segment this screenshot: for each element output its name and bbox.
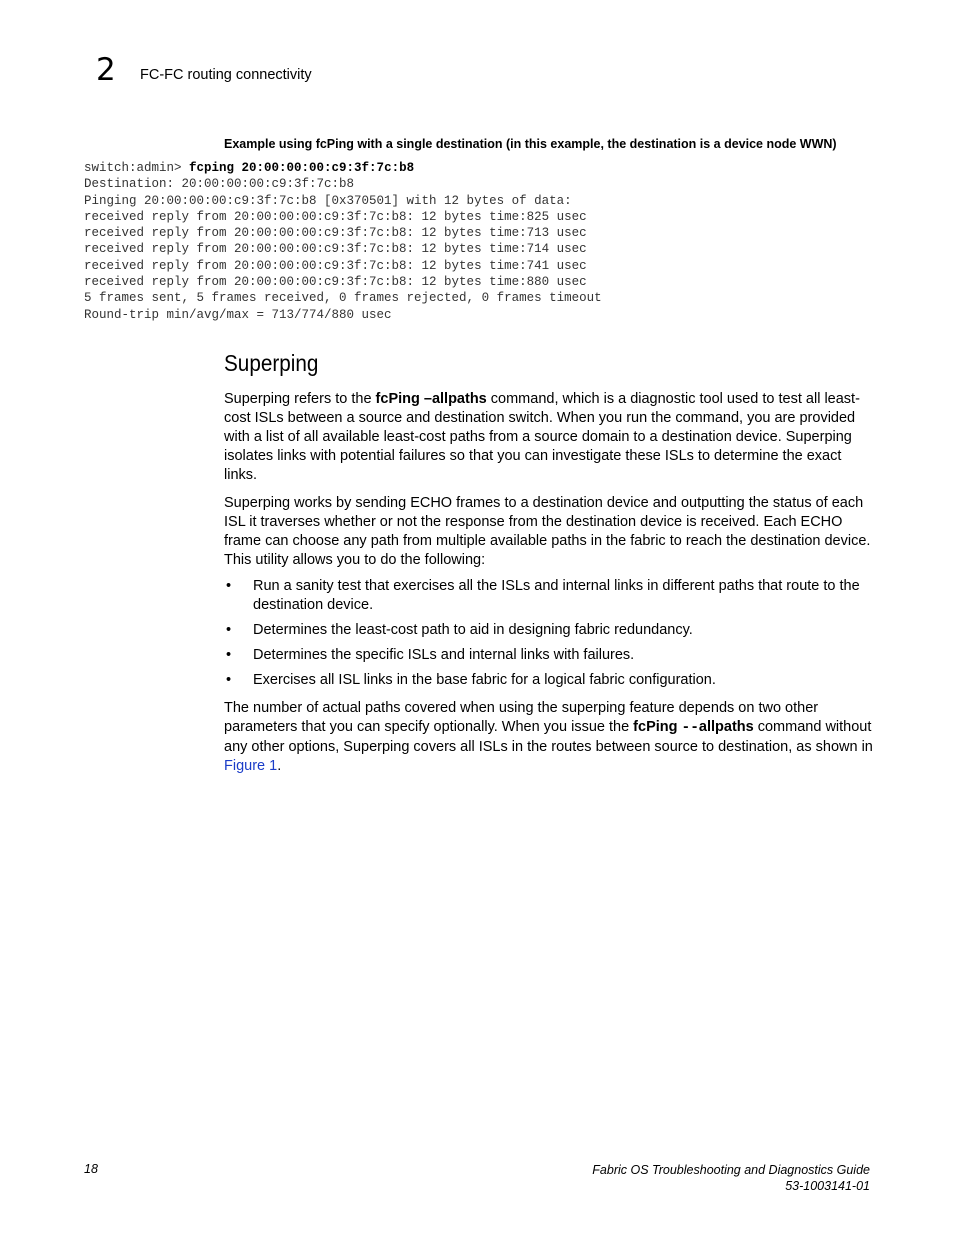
doc-title: Fabric OS Troubleshooting and Diagnostics Guide: [592, 1163, 870, 1177]
section-title: Superping: [224, 350, 319, 376]
command-part: --: [681, 720, 699, 736]
code-block: [84, 160, 602, 323]
paragraph: Superping works by sending ECHO frames to a destination device and outputting the status of each ISL it traverses whether or not the response from the destination device is received. Each ECHO frame can choose any path from multiple available paths in the fabric to reach the destination device. This utility allows you to do the following:: [224, 495, 871, 568]
list-item-text: Run a sanity test that exercises all the ISLs and internal links in different paths that route to the destination device.: [253, 578, 860, 613]
code-line: Round-trip min/avg/max = 713/774/880 usec: [84, 307, 392, 322]
page-number: 18: [84, 1162, 98, 1176]
code-command: fcping 20:00:00:00:c9:3f:7c:b8: [189, 161, 415, 175]
chapter-title: FC-FC routing connectivity: [140, 67, 312, 83]
text-run: The number of actual paths covered when using the superping feature depends on two other parameters that you can specify optionally. When you issue the: [224, 700, 819, 735]
bullet-icon: •: [226, 647, 232, 663]
list-item: [224, 577, 874, 615]
bullet-icon: •: [226, 622, 232, 638]
code-line: received reply from 20:00:00:00:c9:3f:7c:b8: 12 bytes time:714 usec: [84, 242, 587, 257]
code-line: received reply from 20:00:00:00:c9:3f:7c:b8: 12 bytes time:713 usec: [84, 226, 587, 241]
bullet-icon: •: [226, 578, 232, 594]
text-run: command, which is a diagnostic tool used to test all least-cost ISLs between a source and destination switch. When you run the command, you are provided with a list of all available least-cost paths from a source domain to a destination device. Superping isolates links with potential failures so that you can investigate these ISLs to determine the exact links.: [224, 391, 860, 483]
command-name: [633, 719, 754, 735]
code-line: received reply from 20:00:00:00:c9:3f:7c:b8: 12 bytes time:880 usec: [84, 275, 587, 290]
code-line: received reply from 20:00:00:00:c9:3f:7c:b8: 12 bytes time:741 usec: [84, 258, 587, 273]
list-item: [224, 621, 874, 640]
paragraph: [224, 699, 874, 776]
doc-id: 53-1003141-01: [785, 1179, 870, 1193]
list-item-text: Determines the least-cost path to aid in designing fabric redundancy.: [253, 622, 693, 638]
list-item: [224, 671, 874, 690]
list-item-text: Exercises all ISL links in the base fabric for a logical fabric configuration.: [253, 672, 716, 688]
figure-link[interactable]: Figure 1: [224, 758, 278, 774]
text-run: Superping refers to the: [224, 391, 376, 407]
code-line: Pinging 20:00:00:00:c9:3f:7c:b8 [0x370501] with 12 bytes of data:: [84, 193, 572, 208]
text-run: command without any other options, Superping covers all ISLs in the routes between source to destination, as shown in: [224, 719, 873, 755]
bullet-list: [224, 577, 874, 696]
footer-doc-info: [592, 1162, 870, 1194]
code-prompt: switch:admin>: [84, 161, 190, 175]
text-run: .: [277, 758, 282, 774]
bullet-icon: •: [226, 672, 232, 688]
chapter-number: 2: [96, 52, 116, 88]
code-line: 5 frames sent, 5 frames received, 0 frames rejected, 0 frames timeout: [84, 291, 602, 306]
list-item: [224, 646, 874, 665]
command-name: fcPing –allpaths: [375, 391, 487, 407]
code-line: received reply from 20:00:00:00:c9:3f:7c:b8: 12 bytes time:825 usec: [84, 209, 587, 224]
command-part: fcPing: [633, 719, 682, 735]
list-item-text: Determines the specific ISLs and internal links with failures.: [253, 647, 635, 663]
command-part: allpaths: [698, 719, 754, 735]
code-line: Destination: 20:00:00:00:c9:3f:7c:b8: [84, 177, 355, 192]
paragraph: [224, 390, 874, 485]
example-heading: Example using fcPing with a single destination (in this example, the destination is a device node WWN): [224, 137, 837, 151]
